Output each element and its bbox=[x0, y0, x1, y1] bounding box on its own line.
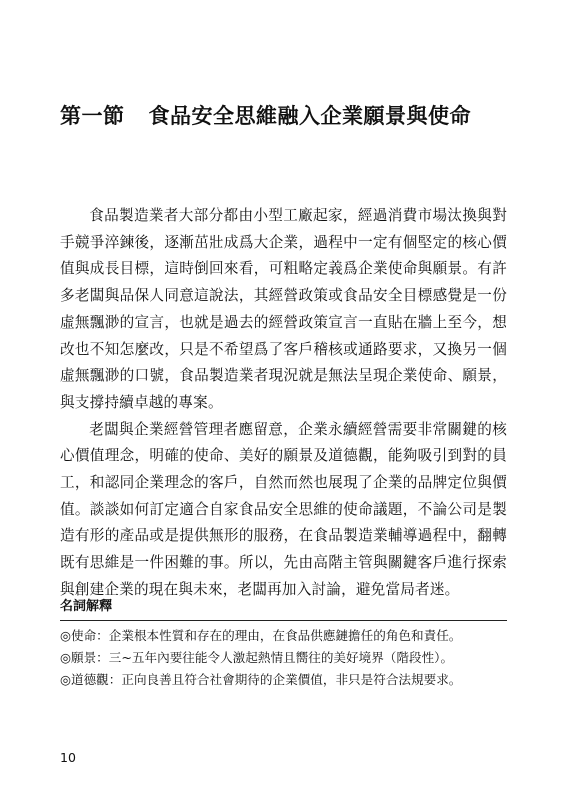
section-number: 第一節 bbox=[60, 103, 125, 128]
glossary-title: 名詞解釋 bbox=[60, 595, 507, 621]
paragraph-2: 老闆與企業經營管理者應留意，企業永續經營需要非常關鍵的核心價值理念，明確的使命、美好的願景及道德觀，能夠吸引到對的員工，和認同企業理念的客戶，自然而然也展現了企業的品牌定位與價值。談談如何訂定適合自家食品安全思維的使命議題，不論公司是製造有形的產品或是提供無形的服務，在食品製造業輔導過程中，翻轉既有思維是一件困難的事。所以，先由高階主管與關鍵客戶進行探索與創建企業的現在與未來，老闆再加入討論，避免當局者迷。 bbox=[60, 420, 507, 598]
section-heading bbox=[60, 100, 520, 130]
glossary-box bbox=[60, 595, 507, 691]
glossary-item-mission: ◎使命：企業根本性質和存在的理由，在食品供應鏈擔任的角色和責任。 bbox=[60, 628, 462, 643]
page-number: 10 bbox=[60, 750, 76, 765]
glossary-item-ethics: ◎道德觀：正向良善且符合社會期待的企業價值，非只是符合法規要求。 bbox=[60, 672, 462, 687]
glossary-item-vision: ◎願景：三~五年內要往能令人激起熱情且嚮往的美好境界（階段性）。 bbox=[60, 650, 454, 665]
section-title: 食品安全思維融入企業願景與使命 bbox=[148, 103, 471, 128]
paragraph-1: 食品製造業者大部分都由小型工廠起家，經過消費市場汰換與對手競爭淬鍊後，逐漸茁壯成爲大企業，過程中一定有個堅定的核心價值與成長目標，這時倒回來看，可粗略定義爲企業使命與願景。有許多老闆與品保人同意這說法，其經營政策或食品安全目標感覺是一份虛無飄渺的宣言，也就是過去的經營政策宣言一直貼在牆上至今，想改也不知怎麼改，只是不希望爲了客戶稽核或通路要求，又換另一個虛無飄渺的口號，食品製造業者現況就是無法呈現企業使命、願景，與支撐持續卓越的專案。 bbox=[60, 207, 507, 411]
body-text bbox=[60, 203, 507, 604]
glossary-list bbox=[60, 625, 507, 691]
